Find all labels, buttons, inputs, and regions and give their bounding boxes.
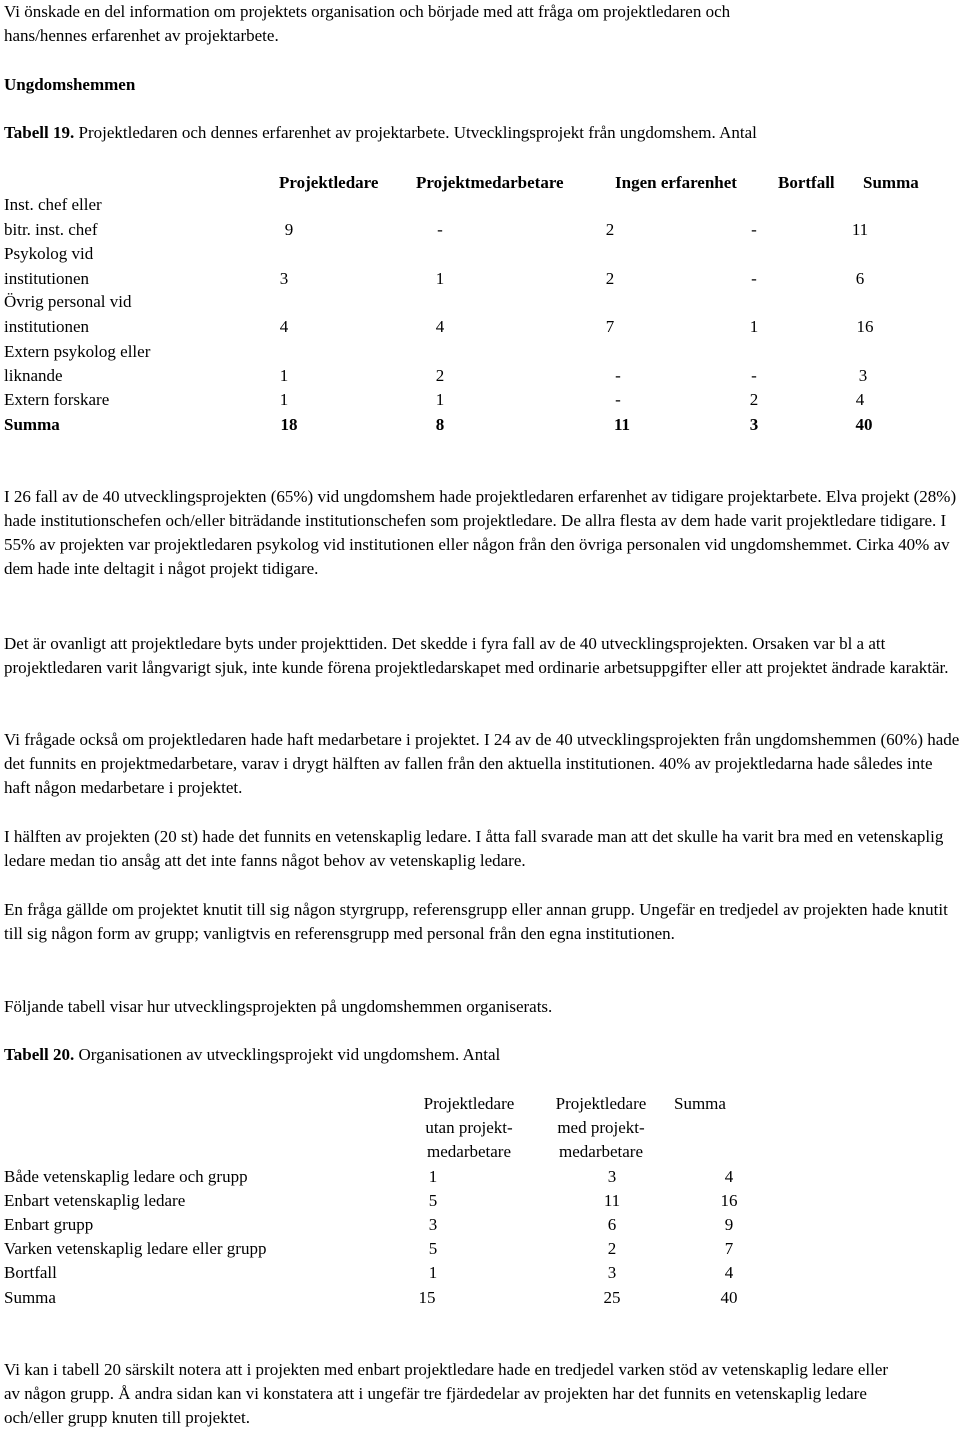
table19-cell: 1 bbox=[435, 390, 445, 409]
table20-row-label: Summa bbox=[4, 1288, 56, 1307]
paragraph: I hälften av projekten (20 st) hade det funnits en vetenskaplig ledare. I åtta fall svarade man att det skulle ha varit bra med en vetenskaplig ledare medan tio ansåg att det inte fanns något behov av vetenskaplig ledare. bbox=[4, 827, 944, 870]
table20-header-col2: Projektledare bbox=[555, 1094, 647, 1113]
table19-total-label: Summa bbox=[4, 415, 60, 434]
table19-cell: 16 bbox=[856, 317, 874, 336]
table19-cell: - bbox=[615, 366, 621, 385]
table19-cell: 2 bbox=[605, 220, 615, 239]
table20-cell: 4 bbox=[724, 1167, 734, 1186]
table19-cell: 4 bbox=[855, 390, 865, 409]
table19-header-bortfall: Bortfall bbox=[778, 173, 835, 192]
table20-caption-label: Tabell 20. bbox=[4, 1045, 75, 1064]
table20-row-label: Varken vetenskaplig ledare eller grupp bbox=[4, 1239, 267, 1258]
table19-cell: 1 bbox=[279, 390, 289, 409]
table20-row-label: Enbart grupp bbox=[4, 1215, 94, 1234]
table20-header-col1: Projektledare bbox=[423, 1094, 515, 1113]
table20-row-label: Både vetenskaplig ledare och grupp bbox=[4, 1167, 248, 1186]
intro-line-1: Vi önskade en del information om projektets organisation och började med att fråga om projektledaren och bbox=[4, 2, 731, 21]
table19-cell: 2 bbox=[435, 366, 445, 385]
paragraph: En fråga gällde om projektet knutit till sig någon styrgrupp, referensgrupp eller annan grupp. Ungefär en tredjedel av projekten hade knutit till sig någon form av grupp; vanligtvis en referensgrupp med personal från den egna institutionen. bbox=[4, 900, 948, 943]
table19-cell: 11 bbox=[851, 220, 869, 239]
table19-cell: 4 bbox=[279, 317, 289, 336]
table19-header-projektledare: Projektledare bbox=[279, 173, 379, 192]
intro-line-2: hans/hennes erfarenhet av projektarbete. bbox=[4, 26, 279, 45]
table19-cell: 1 bbox=[749, 317, 759, 336]
table20-header-summa: Summa bbox=[674, 1094, 726, 1113]
table19-cell: 7 bbox=[605, 317, 615, 336]
table20-cell: 5 bbox=[428, 1191, 438, 1210]
table19-row-label: Övrig personal vid bbox=[4, 292, 132, 311]
paragraph: I 26 fall av de 40 utvecklingsprojekten (65%) vid ungdomshem hade projektledaren erfarenhet av tidigare projektarbete. Elva projekt (28%) hade institutionschefen och/eller biträdande institutionschefen som projektledare. De allra flesta av dem hade varit projektledare tidigare. I 55% av projekten var projektledaren psykolog vid institutionen eller någon från den övriga personalen vid ungdomshemmet. Cirka 40% av dem hade inte deltagit i något projekt tidigare. bbox=[4, 487, 957, 578]
table19-caption-label: Tabell 19. bbox=[4, 123, 75, 142]
table19-row-label: Inst. chef eller bbox=[4, 195, 102, 214]
table20-cell: 1 bbox=[428, 1263, 438, 1282]
table19-cell: 4 bbox=[435, 317, 445, 336]
table19-cell: - bbox=[437, 220, 443, 239]
paragraph: Det är ovanligt att projektledare byts under projekttiden. Det skedde i fyra fall av de 40 utvecklingsprojekten. Orsaken var bl a att projektledaren varit långvarigt sjuk, inte kunde förena projektledarskapet med ordinarie arbetsuppgifter eller att projektet ändrade karaktär. bbox=[4, 634, 949, 677]
table20-row-label: Enbart vetenskaplig ledare bbox=[4, 1191, 186, 1210]
closing-paragraph: Vi kan i tabell 20 särskilt notera att i projekten med enbart projektledare hade en tredjedel varken stöd av vetenskaplig ledare eller av någon grupp. Å andra sidan kan vi konstatera att i ungefär tre fjärdedelar av projekten har det funnits en vetenskaplig ledare och/eller grupp knuten till projektet. bbox=[4, 1360, 889, 1427]
section-heading: Ungdomshemmen bbox=[4, 75, 136, 94]
table19-cell: - bbox=[751, 269, 757, 288]
table20-cell: 11 bbox=[603, 1191, 621, 1210]
table20-cell: 15 bbox=[418, 1288, 436, 1307]
table19-row-label: Psykolog vid bbox=[4, 244, 94, 263]
table20-header-col2: medarbetare bbox=[559, 1142, 643, 1161]
table19-cell: - bbox=[615, 390, 621, 409]
table19-cell: 9 bbox=[284, 220, 294, 239]
table19-row-label: bitr. inst. chef bbox=[4, 220, 98, 239]
paragraph: Följande tabell visar hur utvecklingsprojekten på ungdomshemmen organiserats. bbox=[4, 997, 553, 1016]
table20-cell: 3 bbox=[428, 1215, 438, 1234]
paragraph: Vi frågade också om projektledaren hade haft medarbetare i projektet. I 24 av de 40 utvecklingsprojekten från ungdomshemmen (60%) hade det funnits en projektmedarbetare, varav i drygt hälften av fallen från den aktuella institutionen. 40% av projektledarna hade således inte haft någon medarbetare i projektet. bbox=[4, 730, 960, 797]
table20-cell: 4 bbox=[724, 1263, 734, 1282]
table19-cell: - bbox=[751, 220, 757, 239]
table20-header-col1: medarbetare bbox=[427, 1142, 511, 1161]
table20-cell: 3 bbox=[607, 1167, 617, 1186]
table19-caption bbox=[4, 121, 757, 145]
table19-total-cell: 8 bbox=[435, 415, 445, 434]
table19-caption-text: Projektledaren och dennes erfarenhet av projektarbete. Utvecklingsprojekt från ungdomshem. Antal bbox=[74, 123, 757, 142]
table20-cell: 1 bbox=[428, 1167, 438, 1186]
table19-cell: 1 bbox=[435, 269, 445, 288]
table20-cell: 16 bbox=[720, 1191, 738, 1210]
table19-total-cell: 3 bbox=[749, 415, 759, 434]
table19-cell: 3 bbox=[279, 269, 289, 288]
table19-cell: 6 bbox=[855, 269, 865, 288]
table19-total-cell: 11 bbox=[613, 415, 631, 434]
table20-header-col2: med projekt- bbox=[557, 1118, 645, 1137]
table19-row-label: liknande bbox=[4, 366, 63, 385]
table20-cell: 2 bbox=[607, 1239, 617, 1258]
table19-cell: 2 bbox=[605, 269, 615, 288]
table20-cell: 25 bbox=[603, 1288, 621, 1307]
table20-cell: 3 bbox=[607, 1263, 617, 1282]
table19-total-cell: 18 bbox=[280, 415, 298, 434]
table19-header-projektmedarbetare: Projektmedarbetare bbox=[416, 173, 564, 192]
table19-cell: 1 bbox=[279, 366, 289, 385]
table19-cell: 3 bbox=[858, 366, 868, 385]
table19-header-summa: Summa bbox=[863, 173, 919, 192]
table20-caption bbox=[4, 1043, 500, 1067]
table20-cell: 5 bbox=[428, 1239, 438, 1258]
table20-cell: 6 bbox=[607, 1215, 617, 1234]
table19-cell: - bbox=[751, 366, 757, 385]
table19-row-label: institutionen bbox=[4, 317, 89, 336]
table19-row-label: institutionen bbox=[4, 269, 89, 288]
table20-cell: 40 bbox=[720, 1288, 738, 1307]
table20-cell: 7 bbox=[724, 1239, 734, 1258]
table19-header-ingen-erfarenhet: Ingen erfarenhet bbox=[615, 173, 737, 192]
table19-row-label: Extern forskare bbox=[4, 390, 110, 409]
table19-cell: 2 bbox=[749, 390, 759, 409]
table19-row-label: Extern psykolog eller bbox=[4, 342, 151, 361]
table20-caption-text: Organisationen av utvecklingsprojekt vid ungdomshem. Antal bbox=[74, 1045, 501, 1064]
table20-header-col1: utan projekt- bbox=[425, 1118, 513, 1137]
table20-cell: 9 bbox=[724, 1215, 734, 1234]
table20-row-label: Bortfall bbox=[4, 1263, 57, 1282]
table19-total-cell: 40 bbox=[855, 415, 873, 434]
